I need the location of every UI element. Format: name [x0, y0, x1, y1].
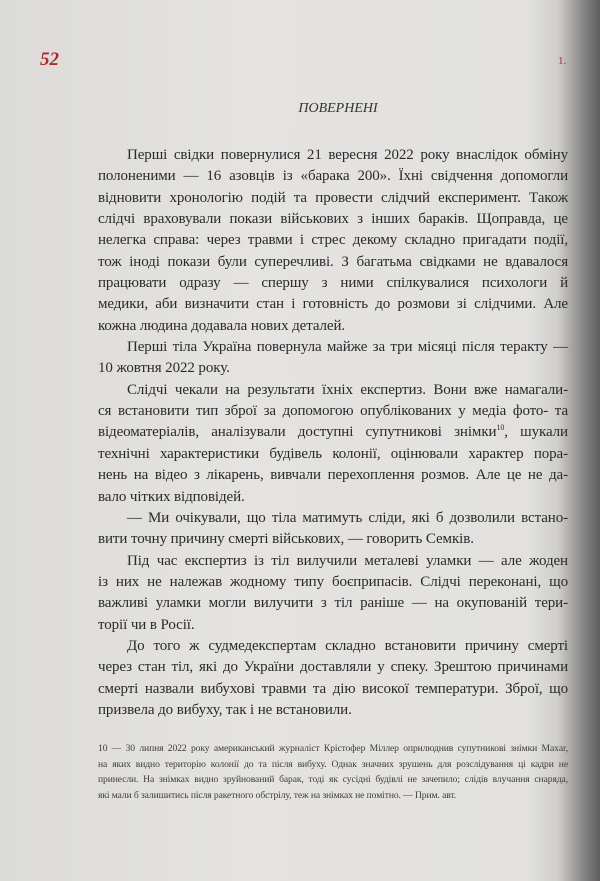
footnote-line: на яких видно територію колонії до та після вибуху. Однак значних зрушень для розслідування ці кадри не — [98, 758, 568, 770]
text-line: медики, аби визначити стан і готовність до розмови зі слідчими. Але — [98, 296, 568, 313]
text-line: вало чітких відповідей. — [98, 488, 245, 505]
text-line: через стан тіл, які до України доставляли у спеку. Зрештою причинами — [98, 659, 568, 676]
text-line: вити точну причину смерті військових, — говорить Семків. — [98, 531, 474, 548]
footnote — [98, 741, 568, 803]
paragraph — [98, 636, 568, 721]
paragraph — [98, 551, 568, 636]
text-line: — Ми очікували, що тіла матимуть сліди, які б дозволили встано- — [127, 509, 568, 526]
text-line: Слідчі чекали на результати їхніх експертиз. Вони вже намагали- — [127, 381, 568, 398]
text-line: нелегка справа: через травми і стрес декому складно пригадати події, — [98, 232, 568, 249]
footnote-line: принесли. На знімках видно зруйнований барак, тоді як сусідні будівлі не зачепило; слідів влучання снаряда, — [98, 774, 568, 786]
paragraph — [98, 337, 568, 380]
footnote-reference[interactable]: 10 — [496, 423, 505, 433]
footnote-line: 10 — 30 липня 2022 року американський журналіст Крістофер Міллер оприлюднив супутникові знімки Maxar, — [98, 743, 568, 754]
text-line: із них не належав жодному типу боєприпасів. Слідчі переконані, що — [98, 573, 568, 590]
footnote-line: які мали б залишитись після ракетного обстрілу, теж на знімках не помітно. — Прим. авт. — [98, 789, 457, 801]
text-line: торії чи в Росії. — [98, 616, 195, 633]
text-line: нень на відео з лікарень, вивчали перехоплення розмов. Але це не да- — [98, 467, 568, 484]
text-line-part: відеоматеріалів, аналізували доступні супутникові знімки — [98, 424, 497, 441]
text-line-part: , шукали — [504, 424, 568, 441]
text-line: Під час експертиз із тіл вилучили металеві уламки — але жоден — [127, 552, 568, 569]
text-line: тож іноді покази були суперечливі. З багатьма свідками не вдавалося — [98, 253, 568, 270]
text-line: Перші свідки повернулися 21 вересня 2022 року внаслідок обміну — [127, 147, 568, 163]
section-title: ПОВЕРНЕНІ — [298, 101, 378, 116]
text-line: призвела до вибуху, так і не встановили. — [98, 701, 352, 718]
text-line — [98, 422, 568, 443]
text-line: ся встановити тип зброї за допомогою опублікованих у медіа фото- та — [98, 403, 568, 420]
page-number: 52 — [40, 49, 59, 70]
text-line: працювати одразу — спершу з ними спілкувалися психологи й — [98, 275, 568, 292]
text-line: кожна людина додавала нових деталей. — [98, 317, 346, 334]
paragraph — [98, 380, 568, 508]
text-line: Перші тіла Україна повернула майже за три місяці після теракту — — [127, 339, 568, 356]
text-line: 10 жовтня 2022 року. — [98, 360, 230, 377]
text-line: відновити хронологію подій та провести слідчий експеримент. Також — [98, 189, 568, 206]
text-line: слідчі враховували покази військових з інших бараків. Щоправда, це — [98, 211, 568, 228]
text-line: смерті назвали вибухові травми та дію високої температури. Зброї, що — [98, 680, 568, 697]
paragraph — [98, 508, 568, 551]
body-text — [98, 145, 568, 721]
text-line: полоненими — 16 азовців із «барака 200». Їхні свідчення допомогли — [98, 168, 568, 185]
paragraph — [98, 145, 568, 337]
text-line: важливі уламки могли вилучити з тіл раніше — на окупованій тери- — [98, 595, 568, 612]
text-line: До того ж судмедекспертам складно встановити причину смерті — [127, 637, 568, 654]
running-head: 1. — [558, 55, 567, 67]
text-line: технічні характеристики будівель колонії, оцінювали характер пора- — [98, 445, 568, 462]
